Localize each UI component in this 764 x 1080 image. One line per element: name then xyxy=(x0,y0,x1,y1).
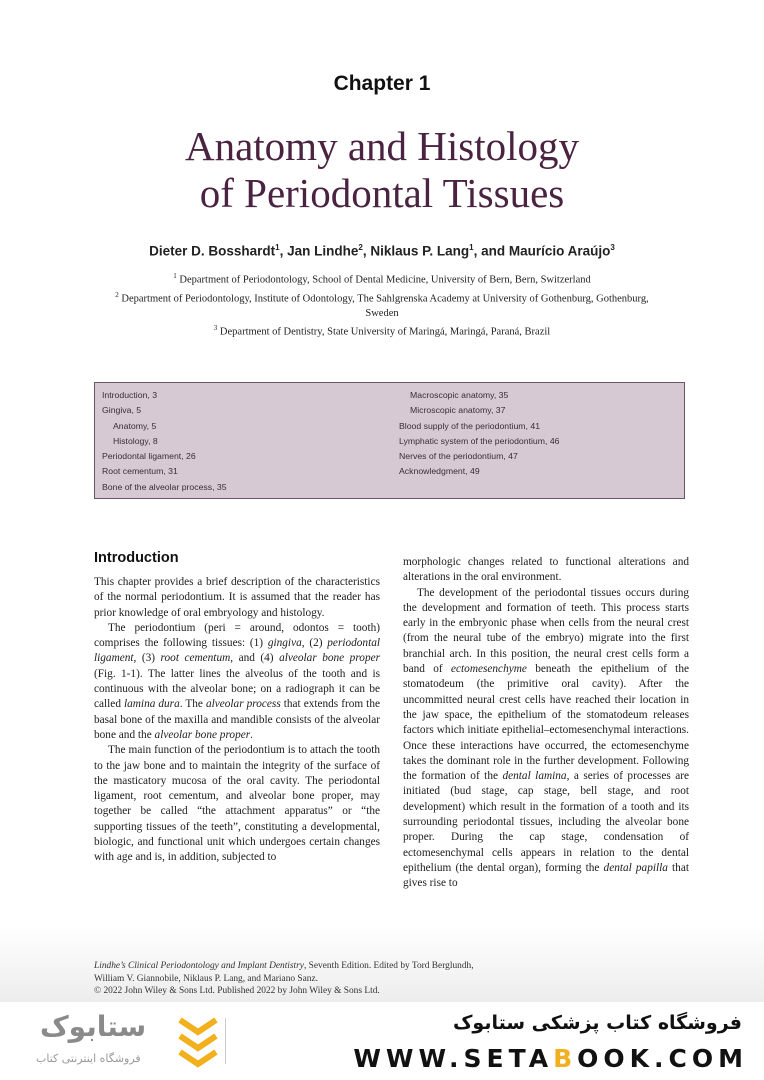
text-run: that extends from the basal bone of the maxilla and mandible consists of the alveolar bone and the xyxy=(94,698,380,741)
affiliation-text: Department of Periodontology, Institute of Odontology, The Sahlgrenska Academy at University of Gothenburg, Gothenburg, Sweden xyxy=(118,293,649,319)
author-name: Niklaus P. Lang xyxy=(370,243,470,259)
toc-entry: Microscopic anatomy, 37 xyxy=(410,405,506,416)
body-paragraph xyxy=(403,555,689,586)
table-of-contents xyxy=(94,382,685,499)
affiliation-text: Department of Periodontology, School of Dental Medicine, University of Bern, Bern, Switzerland xyxy=(176,274,591,286)
text-run: This chapter provides a brief description of the characteristics of the normal periodontium. It is assumed that the reader has prior knowledge of oral embryology and histology. xyxy=(94,576,380,619)
author-affiliation-mark: 2 xyxy=(358,243,363,252)
text-run: , (3) xyxy=(133,652,161,665)
emphasized-term: lamina dura xyxy=(123,698,180,711)
book-edition: , Seventh Edition. Edited by Tord Berglundh, xyxy=(303,961,474,971)
seller-url xyxy=(353,1044,748,1073)
toc-entry: Introduction, 3 xyxy=(102,390,158,400)
seller-url-part-1: WWW.SETA xyxy=(353,1044,554,1073)
toc-entry: Periodontal ligament, 26 xyxy=(102,451,196,462)
author-separator: , xyxy=(362,243,371,259)
text-run: The development of the periodontal tissues occurs during the development and formation of teeth. This process starts early in the embryonic phase when cells from the neural crest (from the neural tube of the embryo) migrate into the first branchial arch. In this position, the neural crest cells form a band of xyxy=(403,586,689,676)
emphasized-term: gingiva xyxy=(267,637,302,650)
text-run: . xyxy=(250,728,253,741)
text-run: . The xyxy=(179,698,206,711)
toc-entry: Anatomy, 5 xyxy=(113,420,157,431)
author-separator: , and xyxy=(473,243,509,259)
section-heading-introduction: Introduction xyxy=(94,550,179,566)
affiliation-text: Department of Dentistry, State University of Maringá, Maringá, Paraná, Brazil xyxy=(217,326,551,338)
text-run: The main function of the periodontium is to attach the tooth to the jaw bone and to maintain the integrity of the surface of the masticatory mucosa of the oral cavity. The periodontal ligament, root cementum, and alveolar bone proper, may together be called “the attachment apparatus” or “the supporting tissues of the teeth”, constituting a developmental, biologic, and functional unit which undergoes certain changes with age and is, in addition, subjected to xyxy=(94,744,380,864)
emphasized-term: periodontal ligament xyxy=(94,637,380,665)
text-run: morphologic changes related to functional alterations and alterations in the oral environment. xyxy=(403,556,689,584)
toc-entry: Lymphatic system of the periodontium, 46 xyxy=(399,435,560,446)
author-name: Jan Lindhe xyxy=(287,243,359,259)
body-paragraph xyxy=(94,575,380,621)
affiliation-mark: 1 xyxy=(173,272,177,280)
affiliation-line xyxy=(110,321,654,340)
chapter-title xyxy=(0,123,764,217)
author-affiliation-mark: 1 xyxy=(469,243,474,252)
emphasized-term: ectomesenchyme xyxy=(451,663,527,676)
affiliation-line xyxy=(110,269,654,288)
toc-column-right xyxy=(399,388,559,480)
emphasized-term: dental papilla xyxy=(603,861,668,874)
toc-entry: Histology, 8 xyxy=(113,435,158,446)
text-run: , (2) xyxy=(301,637,328,650)
toc-entry: Acknowledgment, 49 xyxy=(399,466,480,477)
author-name: Maurício Araújo xyxy=(508,243,611,259)
text-run: (Fig. 1-1). The latter lines the alveolus of the tooth and is continuous with the alveolar bone; on a radiograph it can be called xyxy=(94,667,380,711)
chapter-label: Chapter 1 xyxy=(333,72,431,95)
seller-logo-subtitle: فروشگاه اینترنتی کتاب xyxy=(36,1052,141,1065)
affiliation-list xyxy=(110,269,654,340)
author-name: Dieter D. Bosshardt xyxy=(149,243,276,259)
body-column-right xyxy=(403,555,689,892)
emphasized-term: alveolar bone proper xyxy=(279,652,381,665)
emphasized-term: alveolar bone proper xyxy=(154,728,251,741)
chapter-title-line-1: Anatomy and Histology xyxy=(184,123,580,169)
toc-column-left xyxy=(102,388,227,495)
seller-logo-text: ستابوک xyxy=(40,1010,147,1043)
watermark-divider xyxy=(225,1018,226,1064)
emphasized-term: root cementum xyxy=(160,652,231,665)
toc-entry: Nerves of the periodontium, 47 xyxy=(399,451,518,462)
seller-url-accent: B xyxy=(553,1044,578,1073)
chapter-title-line-2: of Periodontal Tissues xyxy=(199,170,565,216)
author-separator: , xyxy=(279,243,288,259)
text-run: that gives rise to xyxy=(403,861,689,890)
toc-entry: Bone of the alveolar process, 35 xyxy=(102,481,227,492)
toc-entry: Macroscopic anatomy, 35 xyxy=(410,390,509,400)
text-run: The periodontium (peri = around, odontos = tooth) comprises the following tissues: (1) xyxy=(94,621,380,650)
author-affiliation-mark: 3 xyxy=(610,243,615,252)
toc-entry: Gingiva, 5 xyxy=(102,405,142,416)
book-editors: William V. Giannobile, Niklaus P. Lang, and Mariano Sanz. xyxy=(94,973,318,984)
author-list xyxy=(0,243,764,259)
emphasized-term: alveolar process xyxy=(205,698,281,711)
text-run: , and (4) xyxy=(230,652,280,665)
text-run: beneath the epithelium of the stomatodeum (the primitive oral cavity). After the uncommitted neural crest cells have reached their location in the jaw space, the epithelium of the stomatodeum releases factors which initiate epithelial–ectomesenchymal interactions. Once these interactions have occurred, the ectomesenchyme takes the dominant role in the further development. Following the formation of the xyxy=(403,663,689,783)
book-citation xyxy=(94,960,694,998)
emphasized-term: dental lamina xyxy=(502,770,567,783)
author-affiliation-mark: 1 xyxy=(275,243,280,252)
seller-tagline: فروشگاه کتاب پزشکی ستابوک xyxy=(452,1012,742,1034)
affiliation-line xyxy=(110,288,654,322)
body-paragraph xyxy=(94,621,380,743)
body-column-left xyxy=(94,575,380,866)
text-run: , a series of processes are initiated (bud stage, cap stage, bell stage, and root development) which result in the formation of a tooth and its surrounding periodontal tissues, including the alveolar bone proper. During the cap stage, condensation of ectomesenchymal cells appears in relation to the dental epithelium (the dental organ), forming the xyxy=(403,770,689,874)
toc-entry: Root cementum, 31 xyxy=(102,466,178,477)
book-stack-icon xyxy=(178,1012,218,1068)
body-paragraph xyxy=(94,743,380,865)
body-paragraph xyxy=(403,586,689,892)
toc-entry: Blood supply of the periodontium, 41 xyxy=(399,420,541,431)
seller-url-part-2: OOK.COM xyxy=(577,1044,748,1073)
book-title: Lindhe’s Clinical Periodontology and Implant Dentistry xyxy=(94,961,304,971)
affiliation-mark: 2 xyxy=(115,290,119,299)
copyright-line: © 2022 John Wiley & Sons Ltd. Published 2022 by John Wiley & Sons Ltd. xyxy=(94,986,380,996)
publisher-watermark xyxy=(0,1002,764,1080)
affiliation-mark: 3 xyxy=(213,324,218,332)
